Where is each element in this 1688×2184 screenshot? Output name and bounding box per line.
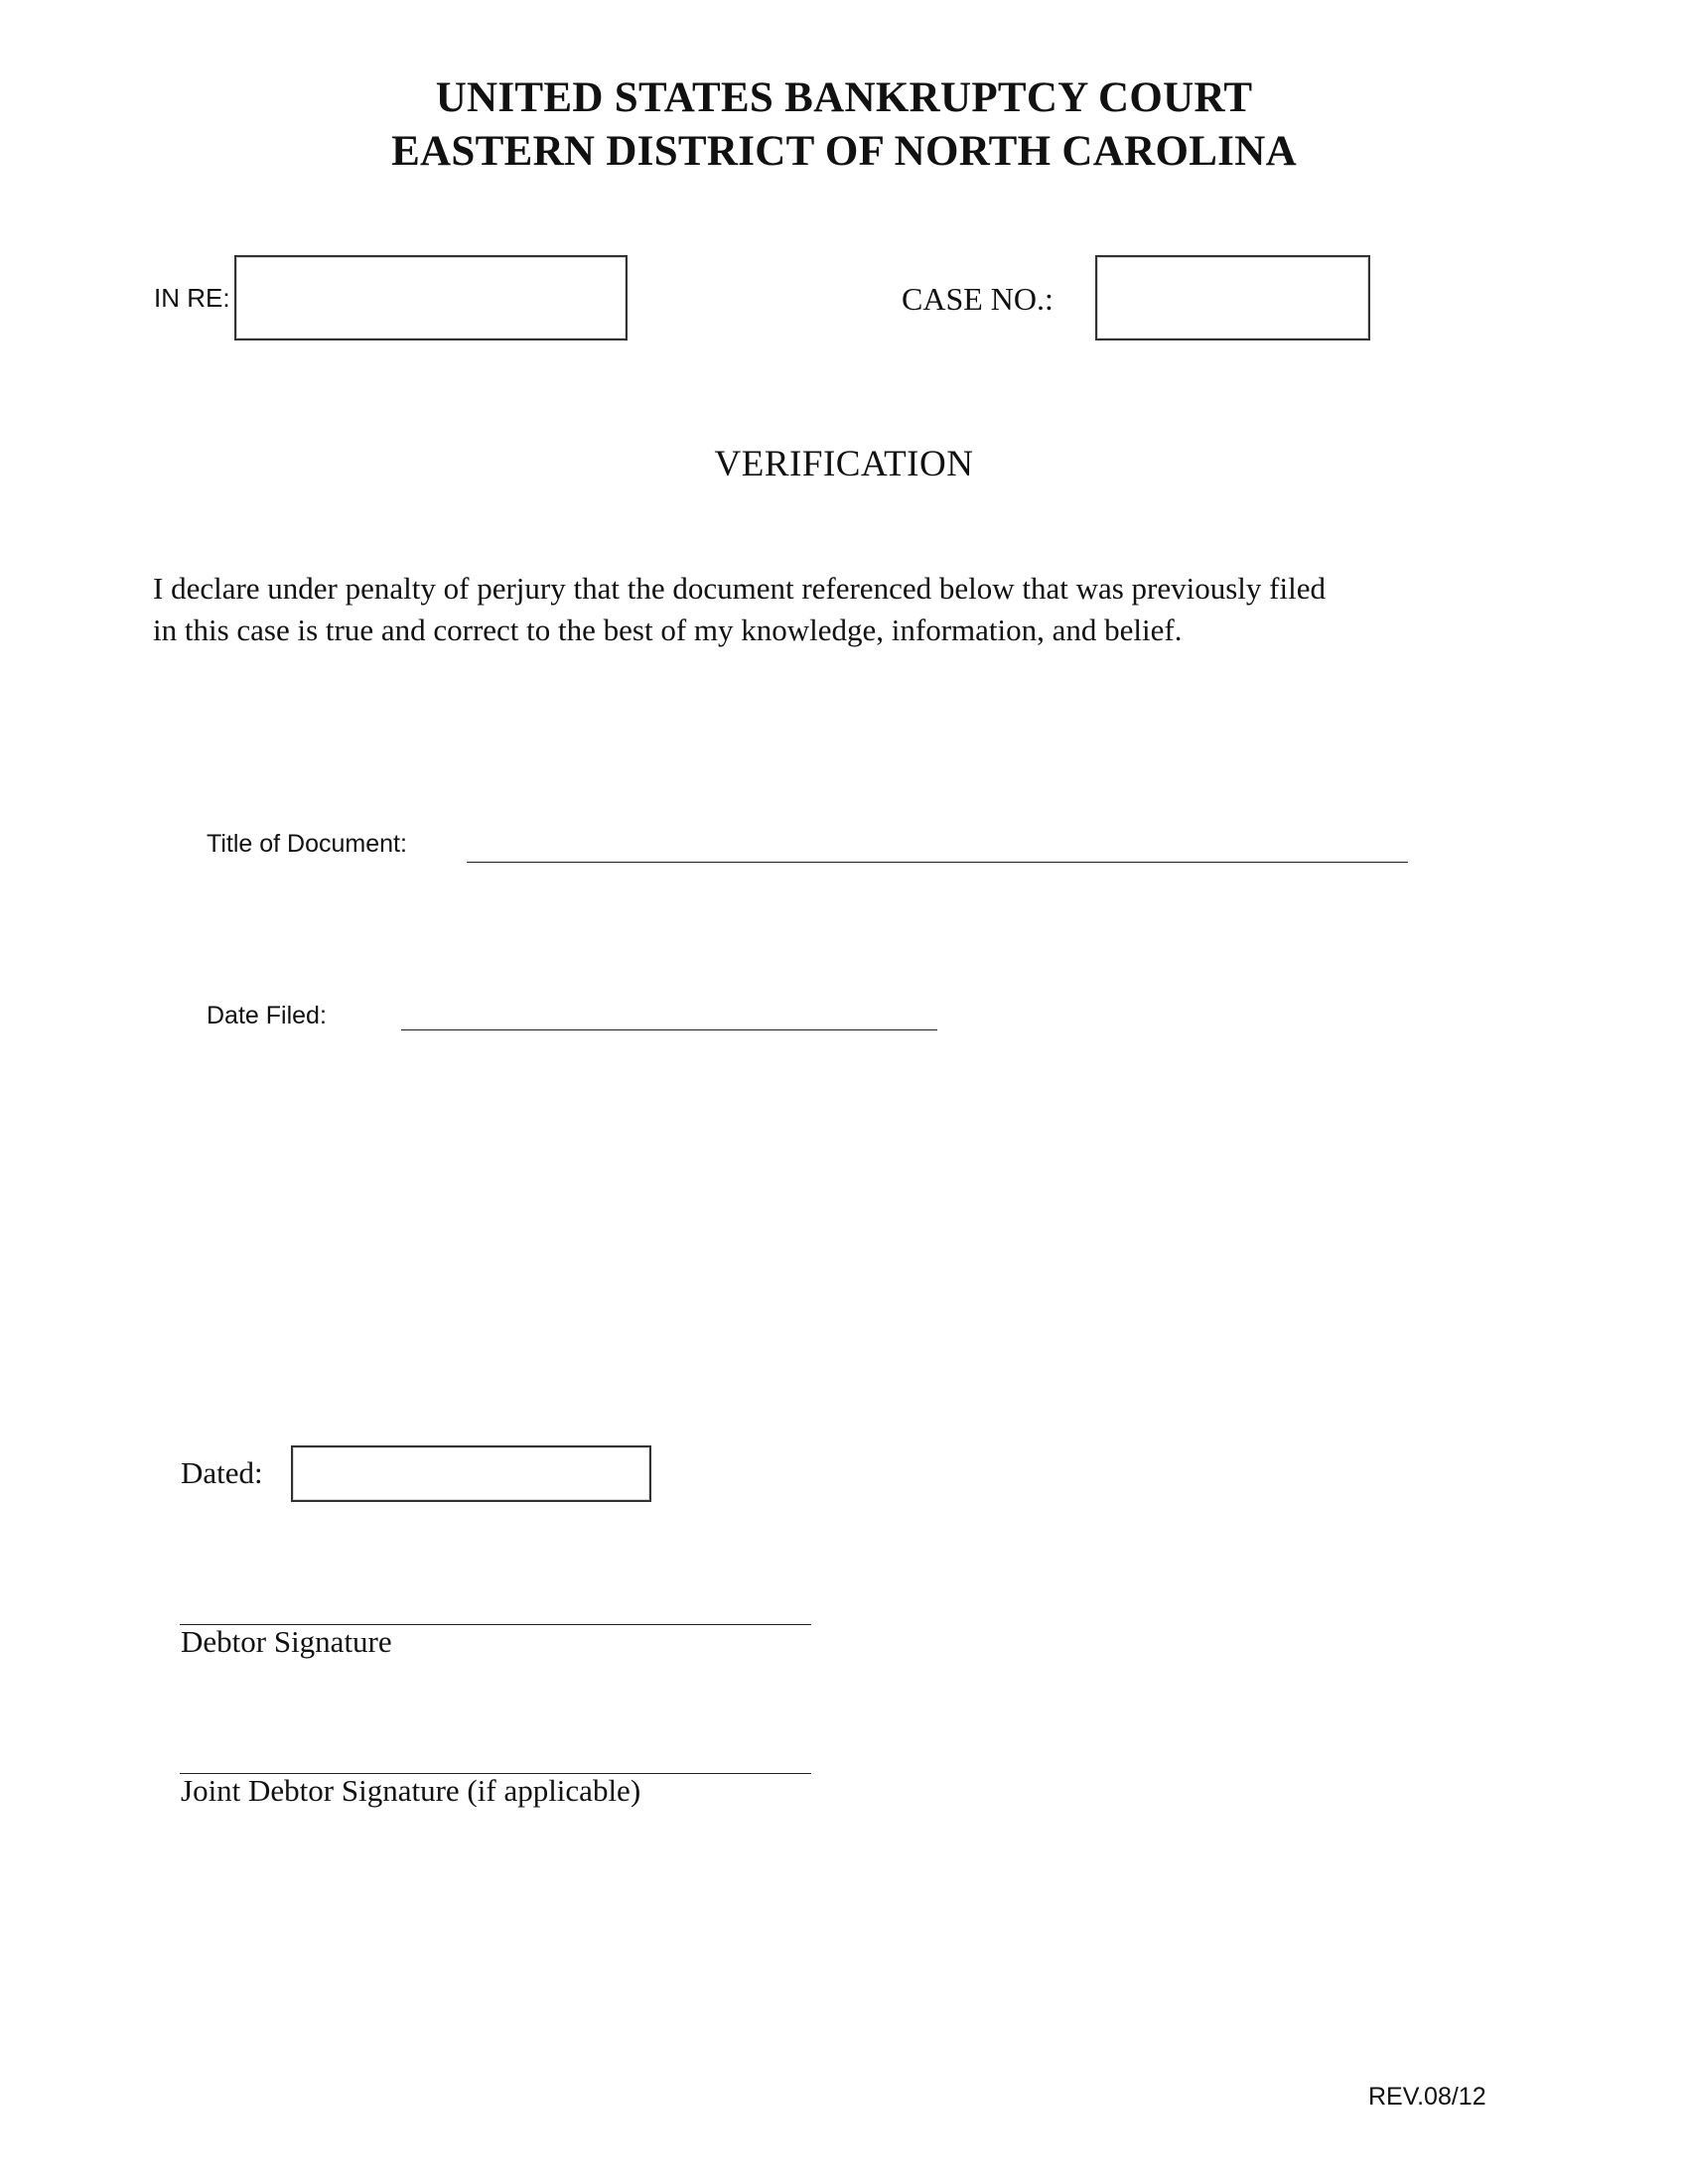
dated-label: Dated: <box>181 1455 263 1490</box>
in-re-input[interactable] <box>234 255 628 341</box>
declaration-line-2: in this case is true and correct to the best of my knowledge, information, and belief. <box>153 613 1183 647</box>
case-no-label: CASE NO.: <box>902 281 1054 317</box>
dated-input[interactable] <box>291 1445 651 1502</box>
joint-debtor-signature-label: Joint Debtor Signature (if applicable) <box>181 1773 641 1808</box>
page-title: VERIFICATION <box>714 444 974 484</box>
date-filed-field[interactable] <box>401 1029 937 1030</box>
title-of-document-label: Title of Document: <box>207 830 407 858</box>
title-of-document-field[interactable] <box>467 862 1408 863</box>
declaration-line-1: I declare under penalty of perjury that the document referenced below that was previously filed <box>153 571 1326 606</box>
district-name: EASTERN DISTRICT OF NORTH CAROLINA <box>391 128 1297 175</box>
court-name: UNITED STATES BANKRUPTCY COURT <box>435 74 1253 121</box>
declaration-text <box>153 568 1444 651</box>
date-filed-label: Date Filed: <box>207 1002 327 1029</box>
case-no-input[interactable] <box>1095 255 1370 341</box>
revision-label: REV.08/12 <box>1368 2083 1486 2111</box>
court-header <box>0 71 1688 179</box>
in-re-label: IN RE: <box>154 283 230 313</box>
debtor-signature-label: Debtor Signature <box>181 1624 392 1659</box>
